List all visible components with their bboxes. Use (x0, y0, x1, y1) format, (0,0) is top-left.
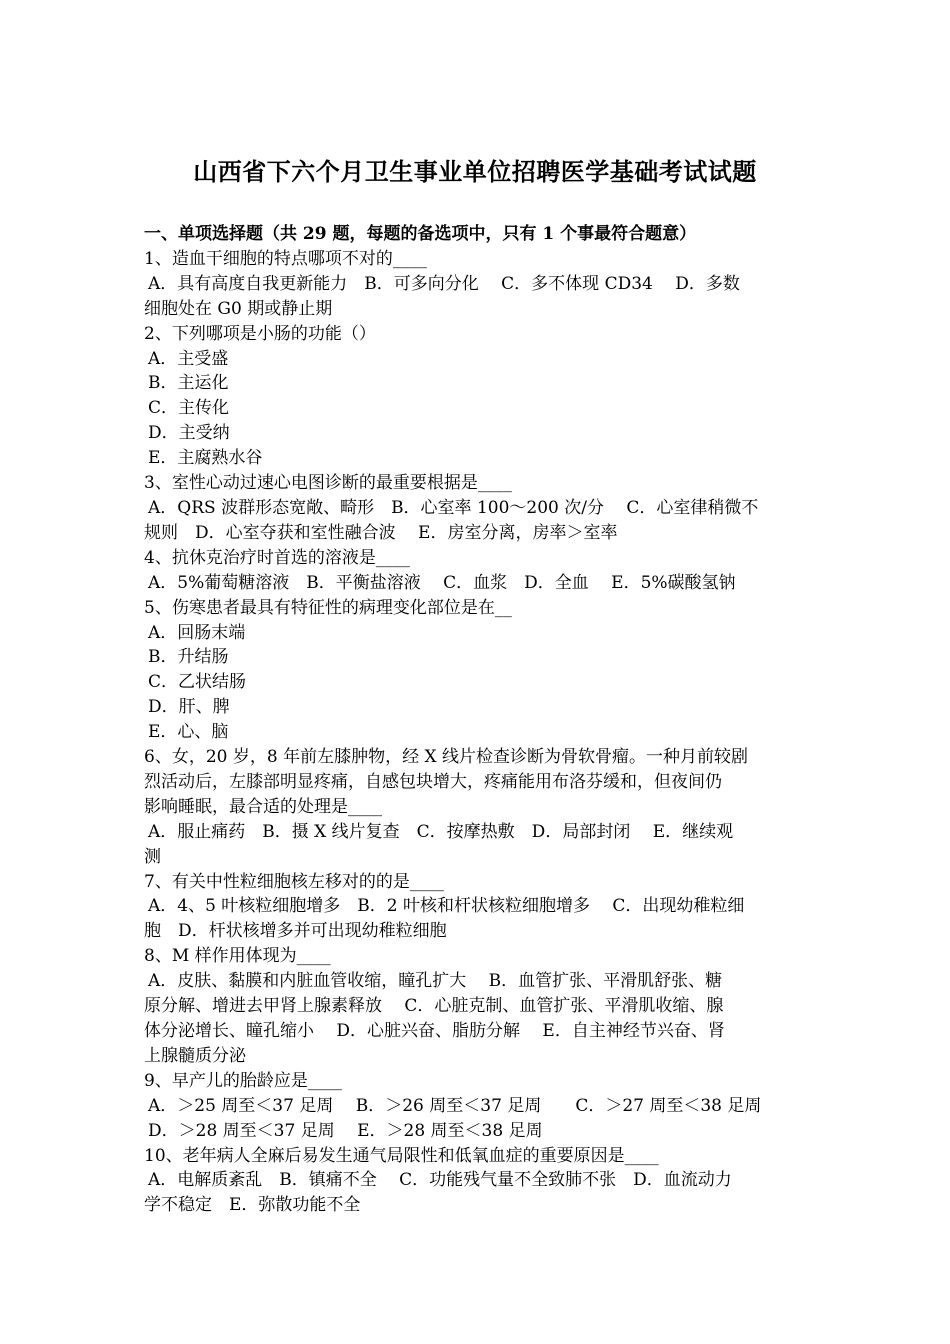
text-line: D．肝、脾 (148, 697, 230, 718)
text-line: 2、下列哪项是小肠的功能（） (144, 323, 376, 344)
question-list (144, 247, 808, 1218)
text-line: A．回肠末端 (148, 622, 246, 643)
text-line: A．主受盛 (148, 348, 229, 369)
text-line: C．主传化 (148, 398, 230, 419)
text-line: A．服止痛药 B．摄 X 线片复查 C．按摩热敷 D．局部封闭 E．继续观 (148, 821, 734, 842)
text-line: B．升结肠 (148, 647, 229, 668)
text-line: A．4、5 叶核粒细胞增多 B．2 叶核和杆状核粒细胞增多 C．出现幼稚粒细 (148, 896, 745, 917)
text-line: 胞 D．杆状核增多并可出现幼稚粒细胞 (144, 921, 447, 942)
text-line: A．QRS 波群形态宽敞、畸形 B．心室率 100～200 次/分 C．心室律稍微不 (148, 497, 759, 518)
text-line: 细胞处在 G0 期或静止期 (144, 298, 333, 319)
text-line: A．5%葡萄糖溶液 B．平衡盐溶液 C．血浆 D．全血 E．5%碳酸氢钠 (148, 572, 736, 593)
text-line: 体分泌增长、瞳孔缩小 D．心脏兴奋、脂肪分解 E．自主神经节兴奋、肾 (144, 1021, 725, 1041)
text-line: A．电解质紊乱 B．镇痛不全 C．功能残气量不全致肺不张 D．血流动力 (148, 1170, 732, 1191)
text-line: 规则 D．心室夺获和室性融合波 E．房室分离，房率＞室率 (144, 522, 618, 543)
text-line: 影响睡眠，最合适的处理是____ (144, 796, 382, 817)
text-line: 5、伤寒患者最具有特征性的病理变化部位是在__ (144, 597, 512, 618)
text-line: 测 (144, 846, 161, 867)
text-line: 9、早产儿的胎龄应是____ (144, 1070, 342, 1091)
text-line: 4、抗休克治疗时首选的溶液是____ (144, 547, 410, 568)
text-line: 8、M 样作用体现为____ (144, 946, 331, 967)
text-line: 7、有关中性粒细胞核左移对的的是____ (144, 871, 444, 892)
text-line: 3、室性心动过速心电图诊断的最重要根据是____ (144, 473, 512, 494)
text-line: A．皮肤、黏膜和内脏血管收缩，瞳孔扩大 B．血管扩张、平滑肌舒张、糖 (148, 971, 723, 992)
text-line: E．心、脑 (148, 722, 229, 743)
text-line: 原分解、增进去甲肾上腺素释放 C．心脏克制、血管扩张、平滑肌收缩、腺 (144, 996, 724, 1017)
text-line: 10、老年病人全麻后易发生通气局限性和低氧血症的重要原因是____ (144, 1145, 659, 1166)
text-line: D．＞28 周至＜37 足周 E．＞28 周至＜38 足周 (148, 1120, 543, 1141)
text-line: D．主受纳 (148, 423, 230, 444)
document-title: 山西省下六个月卫生事业单位招聘医学基础考试试题 (193, 157, 757, 186)
text-line: 6、女，20 岁，8 年前左膝肿物，经 X 线片检查诊断为骨软骨瘤。一种月前较剧 (144, 747, 748, 768)
text-line: E．主腐熟水谷 (148, 448, 263, 469)
text-line: 1、造血干细胞的特点哪项不对的____ (144, 248, 427, 269)
text-line: A．＞25 周至＜37 足周 B．＞26 周至＜37 足周 C．＞27 周至＜38 足周 (148, 1095, 762, 1116)
text-line: B．主运化 (148, 373, 229, 394)
section-heading: 一、单项选择题（共 29 题，每题的备选项中，只有 1 个事最符合题意） (144, 224, 697, 244)
text-line: 学不稳定 E．弥散功能不全 (144, 1195, 361, 1216)
text-line: C．乙状结肠 (148, 672, 247, 693)
document-body (144, 222, 808, 1218)
text-line: 烈活动后，左膝部明显疼痛，自感包块增大，疼痛能用布洛芬缓和，但夜间仍 (144, 771, 722, 792)
text-line: 上腺髓质分泌 (144, 1045, 246, 1066)
text-line: A．具有高度自我更新能力 B．可多向分化 C．多不体现 CD34 D．多数 (148, 273, 740, 294)
